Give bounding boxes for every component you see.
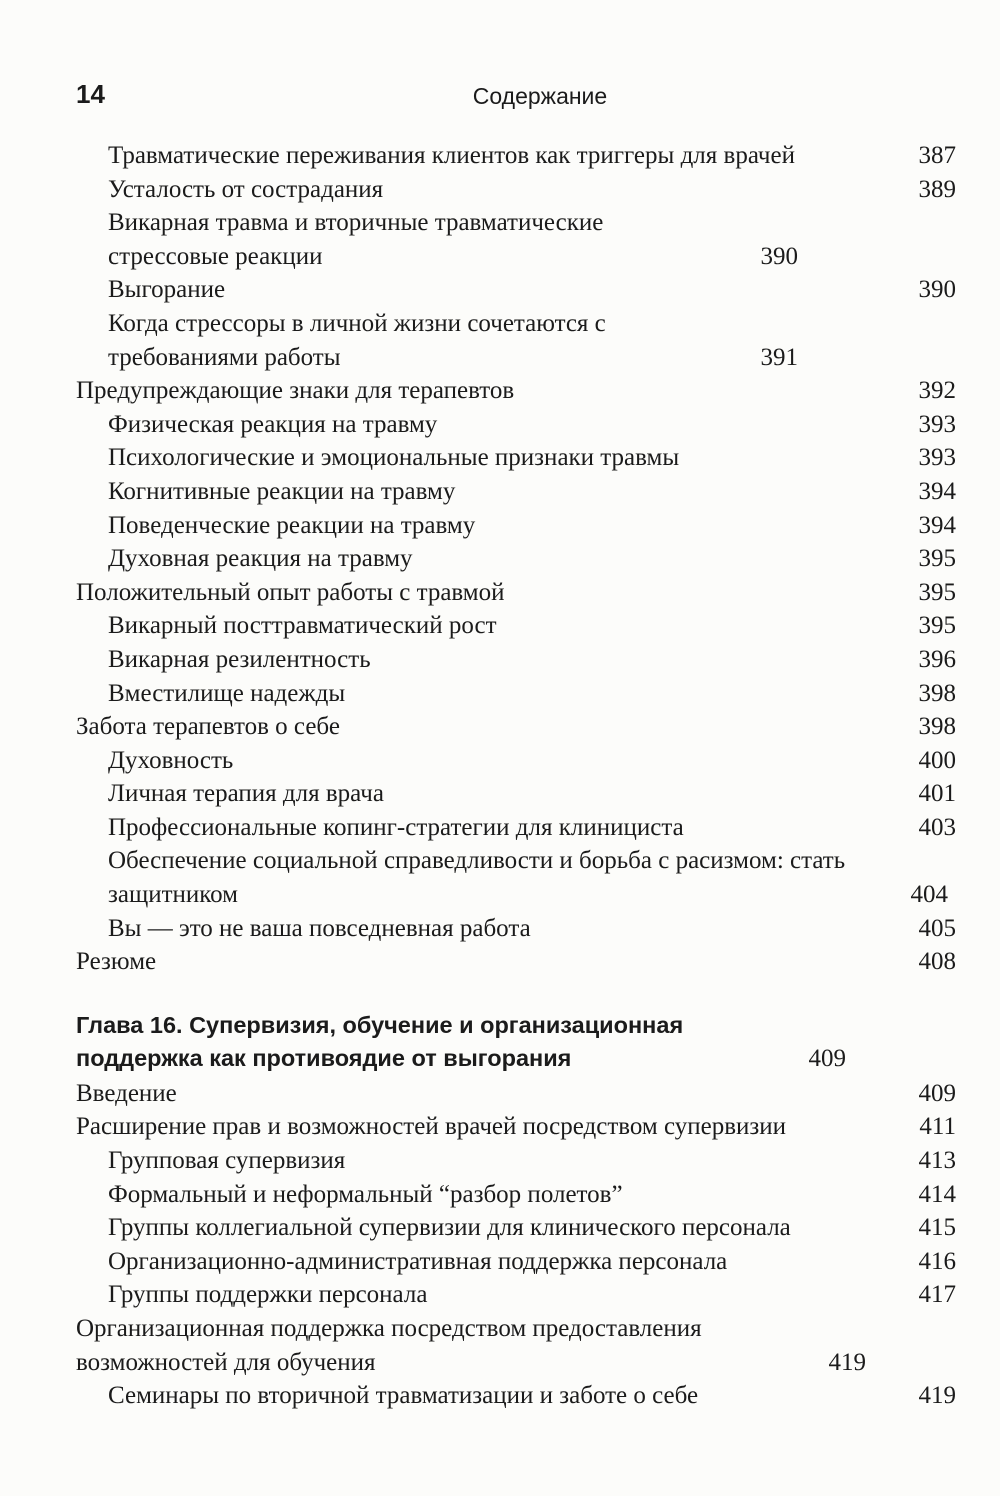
toc-entry[interactable] (76, 408, 956, 442)
toc-entry[interactable] (76, 643, 956, 677)
toc-entry-page: 408 (918, 948, 956, 976)
toc-entry-title: Духовность (108, 746, 234, 774)
toc-entry-title: Психологические и эмоциональные признаки травмы (108, 444, 680, 472)
toc-entry-title: Духовная реакция на травму (108, 545, 413, 573)
toc-entry[interactable] (76, 777, 956, 811)
toc-entry-title: Когда стрессоры в личной жизни сочетаются с требованиями работы (108, 309, 606, 371)
toc-entry[interactable] (76, 206, 956, 273)
toc-entry-page: 416 (918, 1247, 956, 1275)
toc-entry[interactable] (76, 273, 956, 307)
toc-entry-page: 391 (760, 343, 798, 371)
toc-entry-page: 419 (918, 1382, 956, 1410)
toc-entry-page: 409 (918, 1079, 956, 1107)
toc-entry-page: 390 (760, 242, 798, 270)
toc-entry-page: 395 (918, 578, 956, 606)
toc-entry-title: Группы коллегиальной супервизии для клинического персонала (108, 1214, 791, 1242)
toc-entry-title: Расширение прав и возможностей врачей посредством супервизии (76, 1113, 787, 1141)
page-header (0, 0, 1000, 120)
toc-entry-page: 404 (910, 881, 948, 909)
page-number: 14 (76, 79, 105, 109)
toc-entry[interactable] (76, 173, 956, 207)
toc-entry[interactable] (76, 1312, 956, 1379)
toc-entry-title: Поведенческие реакции на травму (108, 511, 476, 539)
toc-entry-page: 398 (918, 679, 956, 707)
toc-entry-page: 405 (918, 914, 956, 942)
toc-entry[interactable] (76, 441, 956, 475)
chapter-heading[interactable] (76, 1009, 956, 1075)
toc-entry-title: Викарный посттравматический рост (108, 612, 497, 640)
toc-entry-page: 390 (918, 276, 956, 304)
toc-entry[interactable] (76, 1211, 956, 1245)
toc-entry-page: 415 (918, 1214, 956, 1242)
toc-entry-title: Группы поддержки персонала (108, 1281, 428, 1309)
toc-entry-page: 403 (918, 813, 956, 841)
toc-entry-title: Вместилище надежды (108, 679, 346, 707)
toc-entry-title: Физическая реакция на травму (108, 410, 438, 438)
toc-entry-title: Когнитивные реакции на травму (108, 477, 456, 505)
toc-entry-page: 396 (918, 645, 956, 673)
toc-entry[interactable] (76, 945, 956, 979)
toc-entry[interactable] (76, 1178, 956, 1212)
table-of-contents (76, 139, 956, 1413)
toc-entry-page: 395 (918, 545, 956, 573)
toc-entry-page: 392 (918, 377, 956, 405)
toc-entry[interactable] (76, 1110, 956, 1144)
toc-entry-page: 414 (918, 1180, 956, 1208)
toc-entry[interactable] (76, 509, 956, 543)
toc-entry[interactable] (76, 374, 956, 408)
toc-entry-title: Личная терапия для врача (108, 780, 384, 808)
toc-entry-title: Викарная травма и вторичные травматические стрессовые реакции (108, 209, 604, 270)
toc-entry-title: Обеспечение социальной справедливости и борьба с расизмом: стать защитником (108, 847, 846, 909)
toc-entry-title: Забота терапевтов о себе (76, 713, 340, 741)
toc-entry[interactable] (76, 1278, 956, 1312)
toc-entry[interactable] (76, 609, 956, 643)
toc-entry-title: Вы — это не ваша повседневная работа (108, 914, 531, 942)
toc-entry-title: Формальный и неформальный “разбор полетов” (108, 1180, 623, 1208)
toc-entry-page: 419 (828, 1348, 866, 1376)
toc-entry-title: Организационно-административная поддержка персонала (108, 1247, 728, 1275)
toc-entry[interactable] (76, 1077, 956, 1111)
toc-entry-page: 389 (918, 175, 956, 203)
toc-entry-title: Семинары по вторичной травматизации и заботе о себе (108, 1382, 699, 1410)
toc-entry-title: Профессиональные копинг-стратегии для клинициста (108, 813, 684, 841)
toc-entry-title: Предупреждающие знаки для терапевтов (76, 377, 515, 405)
toc-entry-title: Групповая супервизия (108, 1147, 346, 1175)
toc-entry-page: 394 (918, 477, 956, 505)
toc-entry[interactable] (76, 844, 956, 911)
toc-entry-title: Положительный опыт работы с травмой (76, 578, 505, 606)
toc-entry-page: 395 (918, 612, 956, 640)
toc-entry-page: 417 (918, 1281, 956, 1309)
toc-entry-title: Организационная поддержка посредством предоставления возможностей для обучения (76, 1315, 702, 1376)
toc-entry[interactable] (76, 475, 956, 509)
toc-entry-page: 394 (918, 511, 956, 539)
chapter-page: 409 (808, 1044, 846, 1072)
toc-entry-page: 400 (918, 746, 956, 774)
chapter-title: Глава 16. Супервизия, обучение и организационная поддержка как противоядие от выгорания (76, 1011, 684, 1071)
toc-entry[interactable] (76, 1379, 956, 1413)
toc-entry-title: Викарная резилентность (108, 645, 371, 673)
toc-entry[interactable] (76, 576, 956, 610)
toc-entry-page: 393 (918, 444, 956, 472)
toc-entry[interactable] (76, 542, 956, 576)
toc-entry-page: 401 (918, 780, 956, 808)
toc-entry-title: Травматические переживания клиентов как триггеры для врачей (108, 142, 795, 169)
toc-entry-page: 413 (918, 1147, 956, 1175)
toc-entry-title: Введение (76, 1079, 177, 1107)
toc-entry[interactable] (76, 139, 956, 173)
toc-entry[interactable] (76, 1144, 956, 1178)
toc-entry[interactable] (76, 677, 956, 711)
toc-entry-title: Выгорание (108, 276, 226, 304)
toc-entry-title: Резюме (76, 948, 157, 976)
toc-entry[interactable] (76, 710, 956, 744)
toc-entry-page: 411 (919, 1113, 956, 1141)
running-title: Содержание (472, 83, 608, 109)
toc-entry[interactable] (76, 744, 956, 778)
toc-entry[interactable] (76, 307, 956, 374)
toc-entry[interactable] (76, 811, 956, 845)
toc-entry[interactable] (76, 1245, 956, 1279)
toc-entry-page: 398 (918, 713, 956, 741)
toc-entry-title: Усталость от сострадания (108, 175, 384, 203)
toc-entry-page: 387 (918, 142, 956, 169)
toc-entry[interactable] (76, 912, 956, 946)
toc-entry-page: 393 (918, 410, 956, 438)
